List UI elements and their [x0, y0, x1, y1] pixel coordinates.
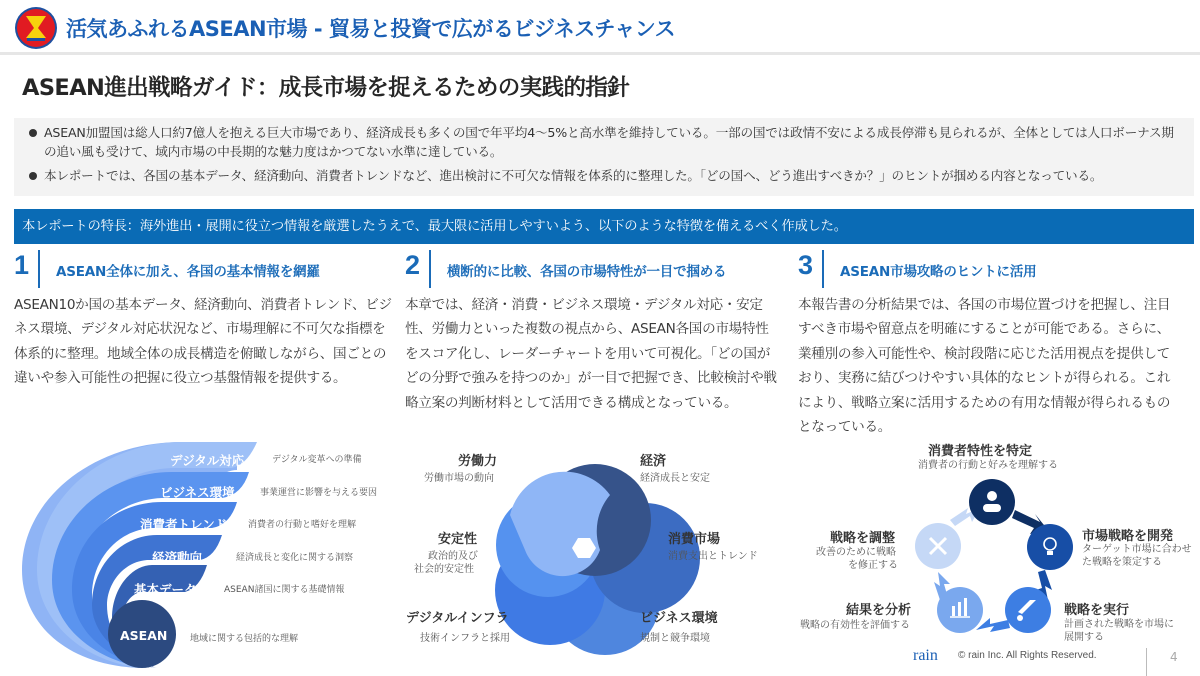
cycle-step-title: 戦略を実行	[1064, 603, 1130, 618]
feature-title: ASEAN全体に加え、各国の基本情報を網羅	[56, 264, 320, 280]
asean-emblem-icon	[14, 6, 58, 50]
cycle-step-sub: 戦略の有効性を評価する	[800, 620, 910, 631]
intro-box	[14, 118, 1194, 196]
funnel-tier-label: ビジネス環境	[160, 485, 235, 500]
funnel-tier-desc: 経済成長と変化に関する洞察	[236, 553, 354, 563]
feature-number: 2	[405, 250, 421, 280]
cycle-step-sub: 消費者の行動と好みを理解する	[918, 460, 1058, 471]
petal-sub: 消費支出とトレンド	[668, 551, 758, 562]
copyright: © rain Inc. All Rights Reserved.	[958, 650, 1097, 661]
petal-diagram	[400, 440, 780, 665]
funnel-tier-label: ASEAN	[120, 628, 168, 643]
funnel-tier-label: デジタル対応	[170, 453, 245, 468]
cycle-step-sub: 展開する	[1064, 632, 1104, 643]
petal-sub: 政治的及び	[428, 551, 478, 562]
funnel-tier-label: 基本データ	[134, 582, 197, 597]
petal-title: 安定性	[438, 532, 478, 547]
feature-body: 本報告書の分析結果では、各国の市場位置づけを把握し、注目すべき市場や留意点を明確にすることが可能である。さらに、業種別の参入可能性や、検討段階に応じた活用視点を提供しており、実務に結びつけやすい具体的なヒントが得られる。これにより、戦略立案に活用するための有用な情報が得られるものとなっている。	[798, 297, 1171, 436]
funnel-tier-desc: デジタル変革への準備	[272, 455, 362, 465]
cycle-step-sub: 改善のために戦略	[816, 547, 896, 558]
divider	[429, 250, 431, 288]
cycle-step-title: 消費者特性を特定	[928, 444, 1033, 459]
cycle-diagram	[790, 430, 1200, 676]
cycle-step-title: 戦略を調整	[830, 531, 896, 546]
funnel-tier-desc: 消費者の行動と嗜好を理解	[248, 520, 357, 530]
page-number: 4	[1170, 650, 1178, 664]
petal-sub: 規制と競争環境	[640, 633, 710, 644]
divider	[38, 250, 40, 288]
cycle-step-sub: た戦略を策定する	[1082, 557, 1162, 568]
feature-body: 本章では、経済・消費・ビジネス環境・デジタル対応・安定性、労働力といった複数の視点から、ASEAN各国の市場特性をスコア化し、レーダーチャートを用いて可視化。「どの国がどの分野で強みを持つのか」が一目で把握でき、比較検討や戦略立案の判断材料として活用できる構成となっている。	[405, 297, 777, 411]
bullet-icon	[29, 129, 37, 137]
tools-icon	[915, 523, 961, 569]
petal-sub: 労働市場の動向	[424, 473, 494, 484]
funnel-tier-desc: ASEAN諸国に関する基礎情報	[224, 585, 345, 595]
rocket-icon	[1005, 587, 1051, 633]
petal-title: ビジネス環境	[640, 611, 718, 626]
petal-title: 消費市場	[668, 532, 721, 547]
feature-number: 1	[14, 250, 30, 280]
bar-chart-icon	[937, 587, 983, 633]
petal-sub: 技術インフラと採用	[420, 633, 510, 644]
petal-sub: 社会的安定性	[414, 564, 474, 575]
petal-sub: 経済成長と安定	[640, 473, 710, 484]
funnel-tier-label: 経済動向	[152, 550, 203, 565]
intro-bullet: 本レポートでは、各国の基本データ、経済動向、消費者トレンドなど、進出検討に不可欠な情報を体系的に整理した。「どの国へ、どう進出すべきか？」のヒントが掴める内容となっている。	[24, 166, 1184, 185]
feature-title: 横断的に比較、各国の市場特性が一目で掴める	[447, 264, 727, 280]
cycle-step-title: 結果を分析	[846, 603, 912, 618]
cycle-step-sub: 計画された戦略を市場に	[1064, 619, 1174, 630]
funnel-diagram	[22, 440, 382, 670]
rain-logo: rain	[913, 647, 938, 664]
footer-divider	[1146, 648, 1147, 676]
funnel-tier-desc: 事業運営に影響を与える要因	[260, 488, 378, 498]
divider	[822, 250, 824, 288]
petal-title: 経済	[640, 454, 667, 469]
lightbulb-icon	[1027, 524, 1073, 570]
funnel-tier-desc: 地域に関する包括的な理解	[190, 634, 299, 644]
cycle-step-title: 市場戦略を開発	[1082, 529, 1174, 544]
page-title: ASEAN進出戦略ガイド：成長市場を捉えるための実践的指針	[22, 75, 630, 101]
feature-title: ASEAN市場攻略のヒントに活用	[840, 264, 1037, 280]
intro-bullet: ASEAN加盟国は総人口約7億人を抱える巨大市場であり、経済成長も多くの国で年平均4～5%と高水準を維持している。一部の国では政情不安による成長停滞も見られるが、全体としては人口ボーナス期の追い風も受けて、域内市場の中長期的な魅力度はかつてない水準に達している。	[24, 123, 1184, 161]
cycle-step-sub: を修正する	[848, 560, 898, 571]
cycle-step-sub: ターゲット市場に合わせ	[1082, 544, 1192, 555]
person-icon	[969, 479, 1015, 525]
header-bar	[0, 0, 1200, 55]
funnel-tier-label: 消費者トレンド	[140, 517, 228, 532]
header-title: 活気あふれるASEAN市場 - 貿易と投資で広がるビジネスチャンス	[66, 17, 676, 41]
petal-title: デジタルインフラ	[406, 611, 509, 626]
bullet-icon	[29, 172, 37, 180]
feature-body: ASEAN10か国の基本データ、経済動向、消費者トレンド、ビジネス環境、デジタル対応状況など、市場理解に不可欠な指標を体系的に整理。地域全体の成長構造を俯瞰しながら、国ごとの違いや参入可能性の把握に役立つ基盤情報を提供する。	[14, 297, 392, 387]
feature-number: 3	[798, 250, 814, 280]
features-banner: 本レポートの特長：海外進出・展開に役立つ情報を厳選したうえで、最大限に活用しやすいよう、以下のような特徴を備えるべく作成した。	[14, 209, 1194, 244]
petal-title: 労働力	[458, 454, 498, 469]
